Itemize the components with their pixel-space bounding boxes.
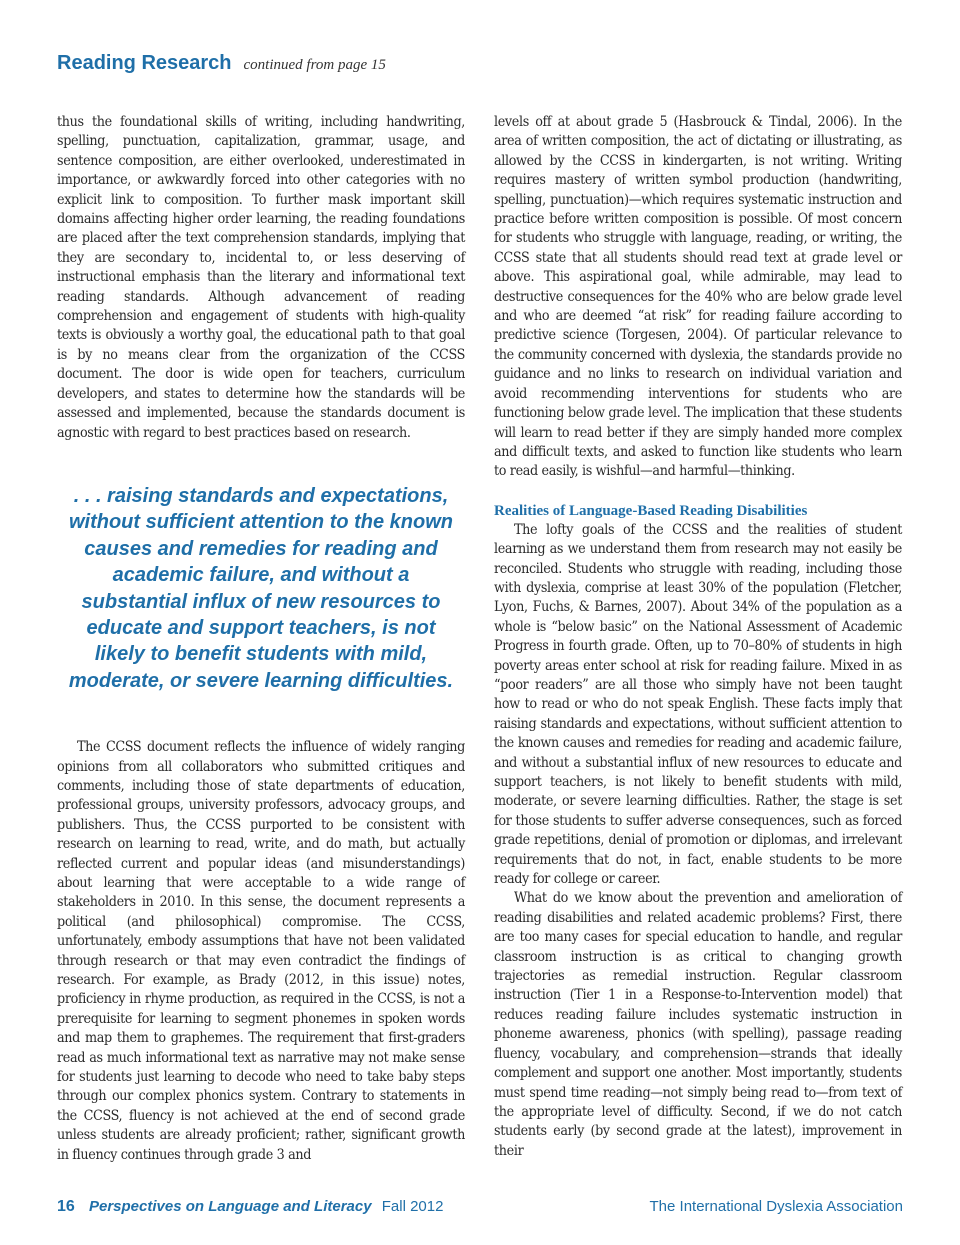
section-subheading: Realities of Language-Based Reading Disabilities <box>494 502 808 519</box>
left-column <box>57 113 465 1165</box>
pull-quote: . . . raising standards and expectations, without sufficient attention to the known causes and remedies for reading and academic failure, and without a substantial influx of new resources to educate and support teachers, is not likely to benefit students with mild, moderate, or severe learning difficulties. <box>68 484 454 692</box>
page-number: 16 <box>57 1198 75 1215</box>
section-title: Reading Research <box>57 52 232 74</box>
organization-name: The International Dyslexia Association <box>649 1198 903 1215</box>
page-footer <box>57 1198 903 1216</box>
continued-note: continued from page 15 <box>243 57 386 73</box>
right-column <box>494 113 902 1161</box>
page-header <box>57 52 386 75</box>
paragraph: thus the foundational skills of writing, including handwriting, spelling, punctuation, capitalization, grammar, usage, and sentence composition, are either overlooked, underestimated in importance, or awkwardly forced into other categories with no explicit link to composition. To further mask important skill domains affecting higher order learning, the reading foundations are placed after the text comprehension standards, implying that they are secondary to, incidental to, or less deserving of instructional emphasis than the literary and informational text reading standards. Although advancement of reading comprehension and engagement of students with high-quality texts is obviously a worthy goal, the educational path to that goal is by no means clear from the organization of the CCSS document. The door is wide open for teachers, curriculum developers, and states to determine how the standards will be assessed and implemented, because the standards document is agnostic with regard to best practices based on research. <box>57 114 465 441</box>
journal-title: Perspectives on Language and Literacy <box>88 1198 372 1215</box>
paragraph: The CCSS document reflects the influence of widely ranging opinions from all collaborators who submitted critiques and comments, including those of state departments of education, professional groups, university professors, advocacy groups, and publishers. Thus, the CCSS purported to be consistent with research on learning to read, write, and do math, but actually reflected current and popular ideas (and misunderstandings) about learning that were acceptable to a wide range of stakeholders in 2010. In this sense, the document represents a political (and philosophical) compromise. The CCSS, unfortunately, embody assumptions that have not been validated through research or that may even contradict the findings of research. For example, as Brady (2012, in this issue) notes, proficiency in rhyme production, as required in the CCSS, is not a prerequisite for learning to segment phonemes in spoken words and map them to graphemes. The requirement that first-graders read as much informational text as narrative may not make sense for students just learning to decode who need to take baby steps through our complex phonics system. Contrary to statements in the CCSS, fluency is not achieved at the end of second grade unless students are already proficient; rather, significant growth in fluency continues through grade 3 and <box>57 739 465 1163</box>
paragraph: levels off at about grade 5 (Hasbrouck & Tindal, 2006). In the area of written composition, the act of dictating or illustrating, as allowed by the CCSS in kindergarten, is not writing. Writing requires mastery of written symbol production (handwriting, spelling, punctuation)—which requires systematic instruction and practice before written composition is possible. Of most concern for students who struggle with language, reading, or writing, the CCSS state that all students should read text at grade level or above. This aspirational goal, while admirable, may lead to destructive consequences for the 40% who are below grade level and who are deemed “at risk” for reading failure according to predictive science (Torgesen, 2004). Of particular relevance to the community concerned with dyslexia, the standards provide no guidance and no links to research on individual variation and avoid recommending interventions for students who are functioning below grade level. The implication that these students will learn to read better if they are simply handed more complex and difficult texts, and asked to function like students who learn to read easily, is wishful—and harmful—thinking. <box>494 114 902 480</box>
paragraph: What do we know about the prevention and amelioration of reading disabilities and related academic problems? First, there are too many cases for special education to handle, and regular classroom instruction is as critical to changing growth trajectories as remedial instruction. Regular classroom instruction (Tier 1 in a Response-to-Intervention model) that reduces reading failure includes systematic instruction in phoneme awareness, phonics (with spelling), passage reading fluency, vocabulary, and comprehension—strands that ideally complement and support one another. Most importantly, students must spend time reading—not simply being read to—from text of the appropriate level of difficulty. Second, if we do not catch students early (by second grade at the latest), improvement in their <box>494 890 902 1159</box>
paragraph: The lofty goals of the CCSS and the realities of student learning as we understand them from research may not easily be reconciled. Students who struggle with reading, including those with dyslexia, comprise at least 30% of the population (Fletcher, Lyon, Fuchs, & Barnes, 2007). About 34% of the population as a whole is “below basic” on the National Assessment of Academic Progress in fourth grade. Often, up to 70–80% of students in high poverty areas enter school at risk for reading failure. Mixed in as “poor readers” are all those who simply have not been taught how to read or who do not speak English. These facts imply that raising standards and expectations, without sufficient attention to the known causes and remedies for reading and academic failure, and without a substantial influx of new resources to educate and support teachers, is not likely to benefit students with mild, moderate, or severe learning difficulties. Rather, the stage is set for those students to suffer adverse consequences, such as forced grade repetitions, denial of promotion or diplomas, and irrelevant requirements that do not, in fact, enable students to be more ready for college or career. <box>494 521 902 888</box>
issue-date: Fall 2012 <box>381 1198 444 1215</box>
